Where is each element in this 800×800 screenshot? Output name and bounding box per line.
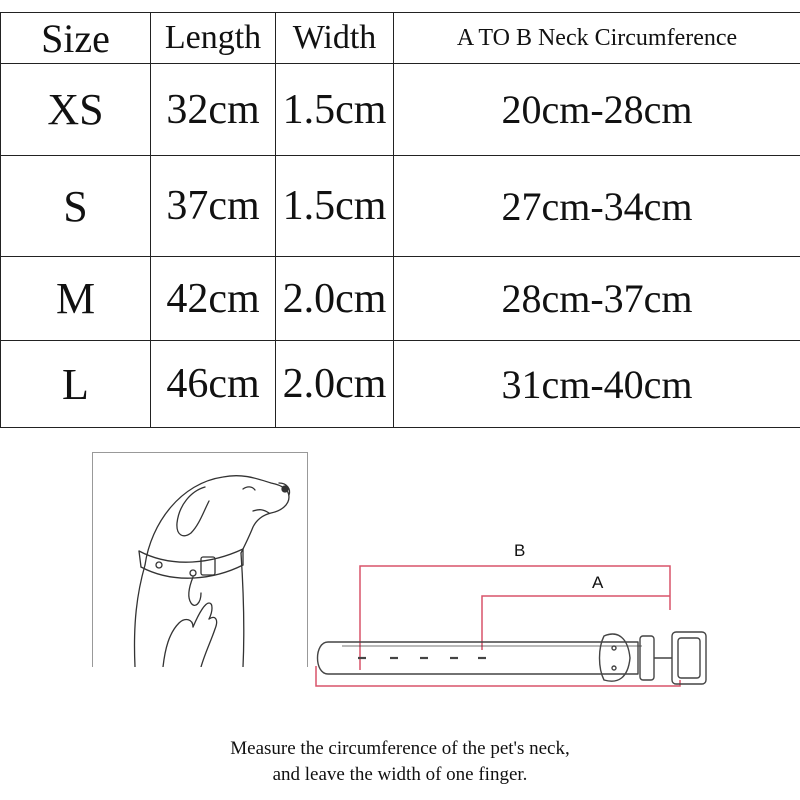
cell-width: 1.5cm: [276, 156, 394, 257]
cell-length: 32cm: [151, 64, 276, 156]
cell-size: XS: [1, 64, 151, 156]
header-circumference: A TO B Neck Circumference: [394, 13, 800, 64]
header-length: Length: [151, 13, 276, 64]
dog-illustration-frame: [92, 452, 308, 667]
cell-size: M: [1, 257, 151, 341]
cell-size: S: [1, 156, 151, 257]
cell-circumference: 28cm-37cm: [394, 257, 800, 341]
table-row: [1, 64, 800, 156]
cell-length: 37cm: [151, 156, 276, 257]
collar-buckle: [640, 632, 706, 684]
table-row: [1, 341, 800, 428]
cell-width: 1.5cm: [276, 64, 394, 156]
caption-line-2: and leave the width of one finger.: [272, 764, 528, 785]
cell-width: 2.0cm: [276, 341, 394, 428]
cell-circumference: 27cm-34cm: [394, 156, 800, 257]
header-size: Size: [1, 13, 151, 64]
collar-measurement-diagram: [308, 530, 728, 700]
cell-length: 46cm: [151, 341, 276, 428]
header-width: Width: [276, 13, 394, 64]
table-row: [1, 257, 800, 341]
table-header-row: [1, 13, 800, 64]
measure-base-line: [316, 666, 680, 686]
caption-line-1: Measure the circumference of the pet's neck,: [230, 738, 570, 759]
size-chart-table: [0, 12, 800, 428]
table-row: [1, 156, 800, 257]
label-b: B: [514, 541, 526, 560]
cell-length: 42cm: [151, 257, 276, 341]
cell-width: 2.0cm: [276, 257, 394, 341]
cell-size: L: [1, 341, 151, 428]
cell-circumference: 31cm-40cm: [394, 341, 800, 428]
cell-circumference: 20cm-28cm: [394, 64, 800, 156]
dog-wearing-collar-icon: [93, 453, 307, 667]
label-a: A: [592, 573, 604, 592]
measure-line-b: [360, 566, 670, 670]
